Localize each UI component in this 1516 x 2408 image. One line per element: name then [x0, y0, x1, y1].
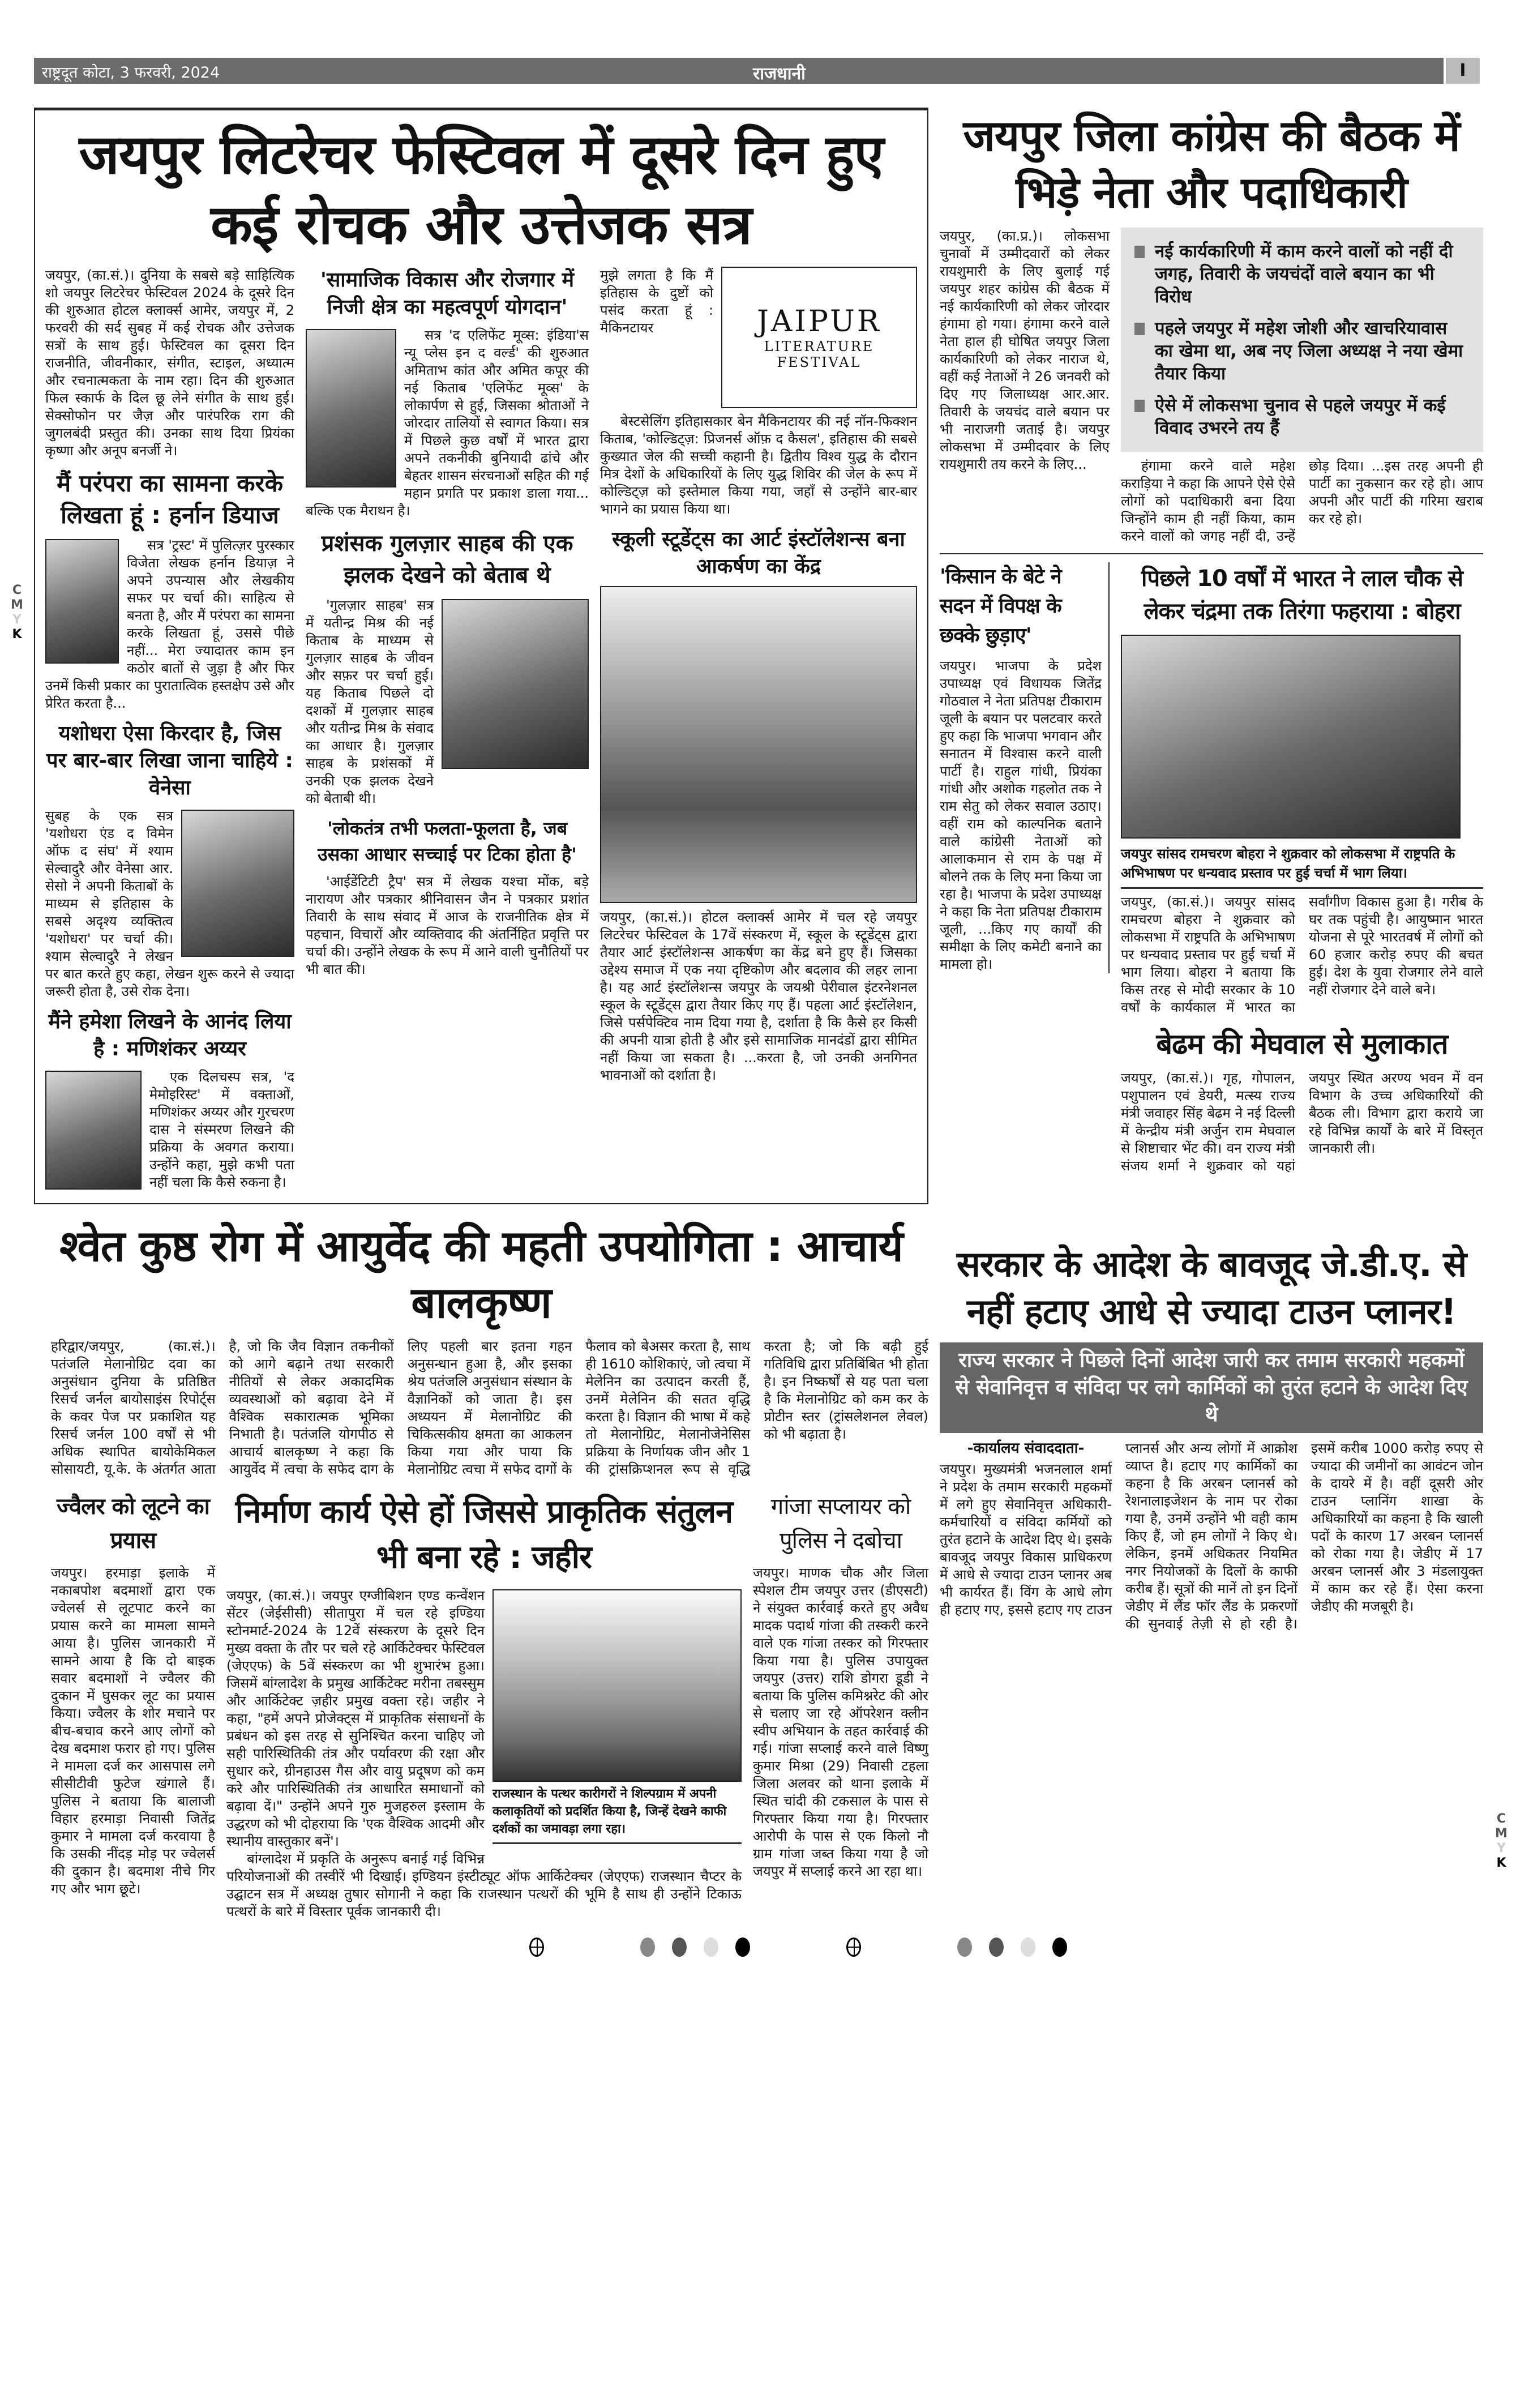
bohra-photo-caption: जयपुर सांसद रामचरण बोहरा ने शुक्रवार को लोकसभा में राष्ट्रपति के अभिभाषण पर धन्यवाद प्रस्ताव पर हुई चर्चा में भाग लिया। [1121, 846, 1455, 881]
square-bullet-icon [1134, 246, 1145, 258]
jlf-subhead-art-installations: स्कूली स्टूडेंट्स का आर्ट इंस्टॉलेशन्स बना आकर्षण का केंद्र [612, 528, 905, 578]
nirman-article [226, 1490, 742, 1921]
jda-body: -कार्यालय संवाददाता- जयपुर। मुख्यमंत्री भजनलाल शर्मा ने प्रदेश के तमाम सरकारी महकमों में लगे हुए सेवानिवृत्त अधिकारी-कर्मचारियों व संविदा कर्मियों को तुरंत हटाने के आदेश दिए थे। इसके बावजूद जयपुर विकास प्राधिकरण में आधे से ज्यादा टाउन प्लानर अब भी कार्यरत हैं। विंग के आधे लोग ही हटाए गए, इससे हटाए गए टाउन प्लानर्स और अन्य लोगों में आक्रोश व्याप्त है। हटाए गए कार्मिकों का कहना है कि अरबन प्लानर्स को रेशनालाइजेशन के नाम पर रोका गया है, उनमें उन्होंने भी वही काम किए हैं, जो हम लोगों ने किए थे। लेकिन, इनमें अधिकतर नियमित नगर नियोजकों के दिलों के काफी करीब हैं। सूत्रों की मानें तो इन दिनों जेडीए में लैंड फॉर लैंड के प्रकरणों की सुनवाई तेज़ी से हो रही है। इसमें करीब 1000 करोड़ रुपए से ज्यादा की जमीनों का आवंटन जोन के दायरे में है। वहीं दूसरी ओर टाउन प्लानिंग शाखा के अधिकारियों का कहना है कि खाली पदों के कारण 17 अरबन प्लानर्स को रोका गया है। जेडीए में 17 अरबन प्लानर्स और 3 मंडलायुक्त में काम कर रहे हैं। ऐसा करना जेडीए की मजबूरी है। [940, 1440, 1483, 1632]
color-dot [704, 1937, 718, 1957]
jlf-column-2 [306, 267, 589, 978]
jlf-column-3 [600, 267, 917, 1084]
jlf-intro: जयपुर, (का.सं.)। दुनिया के सबसे बड़े साहित्यिक शो जयपुर लिटरेचर फेस्टिवल 2024 के दूसरे दिन की शुरुआत होटल क्लार्क्स आमेर, जयपुर में, 2 फरवरी की सर्द सुबह में कई रोचक और उत्तेजक सत्रों के साथ हुई। फेस्टिवल का दूसरा दिन राजनीति, जीवनीकार, संगीत, स्टाइल, अध्यात्म और रचनात्मकता के नाम रहा। दिन की शुरुआत फिल स्कार्फ के दिल छू लेने संगीत के साथ हुई। सेक्सोफोन पर जैज़ और पारंपरिक राग की जुगलबंदी प्रस्तुत की। उनका साथ दिया प्रियंका कृष्णा और अनूप बनर्जी ने। [45, 267, 294, 459]
bottom-stories-row [34, 1490, 928, 1921]
color-dot [640, 1937, 655, 1957]
top-row [34, 108, 1483, 1204]
jlf-vanessa-body: सुबह के एक सत्र 'यशोधरा एंड द विमेन ऑफ द संघ' में श्याम सेल्वादुरै और वेनेसा आर. सेसो ने अपनी किताबों के माध्यम से इतिहास के सबसे अदृश्य व्यक्तित्व 'यशोधरा' पर चर्चा की। श्याम सेल्वादुरै ने लेखन पर बात करते हुए कहा, लेखन शुरू करने से ज्यादा जरूरी होता है, उसे रोक देना। [45, 808, 294, 999]
jlf-subhead-vanessa: यशोधरा ऐसा किरदार है, जिस पर बार-बार लिखा जाना चाहिये : वेनेसा [46, 722, 293, 799]
jeweller-headline: ज्वैलर को लूटने का प्रयास [56, 1494, 210, 1554]
jlf-art-installation-body: जयपुर, (का.सं.)। होटल क्लार्क्स आमेर में चल रहे जयपुर लिटरेचर फेस्टिवल के 17वें संस्करण में, स्कूल के स्टूडेंट्स द्वारा तैयार आर्ट इंस्टॉलेशन्स आकर्षण का केंद्र बने हुए हैं। जिसका उद्देश्य समाज में एक नया दृष्टिकोण और बदलाव की लहर लाना है। यह आर्ट इंस्टॉलेशन्स जयपुर के जयश्री पेरीवाल इंटरनेशनल स्कूल के स्टूडेंट्स द्वारा तैयार किए गए हैं। पहला आर्ट इंस्टॉलेशन, जिसे पर्सपेक्टिव नाम दिया गया है, दर्शाता है कि कैसे हर किसी की अपनी यात्रा होती है और इसे सामाजिक मानदंडों द्वारा सीमित नहीं किया जा सकता है। ...करता है, जो उनकी अनगिनत भावनाओं को दर्शाता है। [600, 909, 917, 1083]
nirman-body-cont: बांग्लादेश में प्रकृति के अनुरूप बनाई गई विभिन्न परियोजनाओं की तस्वीरें भी दिखाई। इण्डियन इंस्टीट्यूट ऑफ आर्किटेक्चर (जेएएफ) राजस्थान चैप्टर के उद्घाटन सत्र में अध्यक्ष तुषार सोगानी ने कहा कि राजस्थान पत्थरों की भूमि है साथ ही उन्होंने टिकाऊ पत्थरों के बारे में विस्तार पूर्वक जानकारी दी। [226, 1851, 742, 1919]
congress-body-b: हंगामा करने वाले महेश कराड़िया ने कहा कि आपने ऐसे ऐसे लोगों को पदाधिकारी बना दिया जिन्होंने काम ही नहीं किया, काम करने वालों को जगह नहीं दी, उन्हें छोड़ दिया। ...इस तरह अपनी ही पार्टी का नुकसान कर रहे हो। आप अपनी और पार्टी की गरिमा खराब कर रहे हो। [1121, 458, 1483, 544]
jlf-macintyre-top [600, 267, 917, 408]
jeweller-article [51, 1490, 215, 1898]
congress-article [940, 228, 1483, 545]
bohra-headline: पिछले 10 वर्षों में भारत ने लाल चौक से लेकर चंद्रमा तक तिरंगा फहराया : बोहरा [1141, 566, 1463, 625]
right-column [940, 108, 1483, 1175]
photo-hernan-diaz [45, 539, 119, 664]
kisan-body: जयपुर। भाजपा के प्रदेश उपाध्यक्ष एवं विधायक जितेंद्र गोठवाल ने नेता प्रतिपक्ष टीकाराम जूली के बयान पर पलटवार करते हुए कहा कि भाजपा भगवान और सनातन में विश्वास करने वाली पार्टी है। राहुल गांधी, प्रियंका गांधी और अशोक गहलोत तक ने राम सेतु को लेकर सवाल उठाए। वहीं राम को काल्पनिक बताने वाले कांग्रेसी नेताओं को आलाकमान से राम के पक्ष में बोलने तक के लिए मना किया जा रहा है। भाजपा के प्रदेश उपाध्यक्ष ने कहा कि नेता प्रतिपक्ष टीकाराम जूली, ...किए गए कार्यों की समीक्षा के लिए कमेटी बनाने का मामला हो। [940, 658, 1102, 972]
jlf-column-1 [45, 267, 294, 1194]
photo-manishankar-aiyar [45, 1071, 142, 1190]
jlf-private-sector-body: सत्र 'द एलिफेंट मूव्स: इंडिया'स न्यू प्लेस इन द वर्ल्ड' की शुरुआत अमिताभ कांत और अमित कपूर की नई किताब 'एलिफेंट मूव्स' के लोकार्पण से हुई, जिसका श्रोताओं ने जोरदार तालियों से स्वागत किया। सत्र में पिछले कुछ वर्षों में भारत द्वारा अपने तकनीकी बुनियादी ढांचे और बेहतर शासन संरचनाओं सहित की गई महान प्रगति पर प्रकाश डाला गया... बल्कि एक मैराथन है। [306, 327, 589, 519]
jda-deck: राज्य सरकार ने पिछले दिनों आदेश जारी कर तमाम सरकारी महकमों से सेवानिवृत्त व संविदा पर लगे कार्मिकों को तुरंत हटाने के आदेश दिए थे [940, 1342, 1483, 1433]
jlf-article-box [34, 108, 928, 1204]
ganja-article [753, 1490, 928, 1880]
bedham-body: जयपुर, (का.सं.)। गृह, गोपालन, पशुपालन एवं डेयरी, मत्स्य राज्य मंत्री जवाहर सिंह बेढम ने नई दिल्ली में केन्द्रीय मंत्री अर्जुन राम मेघवाल से शिष्टाचार भेंट की। वन राज्य मंत्री संजय शर्मा ने शुक्रवार को यहां जयपुर स्थित अरण्य भवन में वन विभाग के उच्च अधिकारियों की बैठक ली। विभाग द्वारा कराये जा रहे विभिन्न कार्यों के बारे में विस्तृत जानकारी ली। [1121, 1070, 1483, 1174]
divider [940, 553, 1483, 554]
section-title: राजधानी [753, 64, 806, 84]
bohra-body: जयपुर, (का.सं.)। जयपुर सांसद रामचरण बोहरा ने शुक्रवार को लोकसभा में राष्ट्रपति के अभिभाषण पर धन्यवाद प्रस्ताव पर हुई चर्चा में भाग लिया। बोहरा ने बताया कि किस तरह से मोदी सरकार के 10 वर्षों के कार्यकाल में भारत का सर्वांगीण विकास हुआ है। गरीब के घर तक पहुंची है। आयुष्मान भारत योजना से पूरे भारतवर्ष में लोगों को 60 हजार करोड़ रुपए की बचत हुई। देश के युवा रोजगार लेने वाले नहीं रोजगार देने वाले बने। [1121, 894, 1483, 1015]
kisan-headline: 'किसान के बेटे ने सदन में विपक्ष के छक्के छुड़ाए' [940, 565, 1061, 647]
jlf-logo: JAIPUR LITERATURE FESTIVAL [721, 267, 917, 408]
nirman-headline: निर्माण कार्य ऐसे हों जिससे प्राकृतिक संतुलन भी बना रहे : जहीर [235, 1494, 733, 1576]
color-dot [989, 1937, 1004, 1957]
color-dot [957, 1937, 972, 1957]
photo-stone-artwork [493, 1589, 742, 1782]
photo-gulzar [442, 599, 589, 769]
right-lower-row [940, 562, 1483, 1175]
bottom-row [34, 1218, 1483, 1921]
jda-headline: सरकार के आदेश के बावजूद जे.डी.ए. से नहीं हटाए आधे से ज्यादा टाउन प्लानर! [956, 1243, 1467, 1332]
print-marks-footer [34, 1921, 1483, 1968]
jlf-subhead-private-sector: 'सामाजिक विकास और रोजगार में निजी क्षेत्र का महत्वपूर्ण योगदान' [320, 268, 575, 319]
jlf-subhead-macintyre: मुझे लगता है कि मैं इतिहास के दुष्टों को पसंद करता हूं : मैकिनटायर [600, 267, 713, 336]
color-dot [1052, 1937, 1067, 1957]
paper-date: राष्ट्रदूत कोटा, 3 फरवरी, 2024 [42, 64, 220, 82]
congress-right [1121, 228, 1483, 545]
cmyk-mark-left: C M Y K [11, 583, 23, 641]
bohra-bedham-column [1121, 562, 1483, 1175]
jlf-headline: जयपुर लिटरेचर फेस्टिवल में दूसरे दिन हुए कई रोचक और उत्तेजक सत्र [79, 123, 884, 256]
photo-vanessa [181, 810, 294, 957]
nirman-body: राजस्थान के पत्थर कारीगरों ने शिल्पग्राम में अपनी कलाकृतियों को प्रदर्शित किया है, जिन्हें देखने काफी दर्शकों का जमावड़ा लगा रहा। जयपुर, (का.सं.)। जयपुर एग्जीबिशन एण्ड कन्वेंशन सेंटर (जेईसीसी) सीतापुरा में चल रहे इण्डिया स्टोनमार्ट-2024 के 12वें संस्करण के दूसरे दिन मुख्य वक्ता के तौर पर चले रहे आर्किटेक्चर फेस्टिवल (जेएएफ) के 5वें संस्करण का भी शुभारंभ हुआ। जिसमें बांग्लादेश के प्रमुख आर्किटेक्ट मरीना तबस्सुम और आर्किटेक्ट ज़हीर प्रमुख वक्ता रहे। जहीर ने कहा, "हमें अपने प्रोजेक्ट्स में प्राकृतिक संसाधनों के प्रबंधन को इस तरह से सुनिश्चित करना चाहिए जो सही पारिस्थितिकी तंत्र और पर्यावरण की रक्षा और सुधार करे, ग्रीनहाउस गैस और वायु प्रदूषण को कम करे और पारिस्थितिकी तंत्र आधारित समाधानों को बढ़ावा दें।" उन्होंने अपने गुरु मुजहरुल इस्लाम के उद्धरण को भी दोहराया कि 'एक वैश्विक आदमी और स्थानीय वास्तुकार बनें'। बांग्लादेश में प्रकृति के अनुरूप बनाई गई विभिन्न परियोजनाओं की तस्वीरें भी दिखाई। इण्डियन इंस्टीट्यूट ऑफ आर्किटेक्चर (जेएएफ) राजस्थान चैप्टर के उद्घाटन सत्र में अध्यक्ष तुषार सोगानी ने कहा कि राजस्थान पत्थरों की भूमि है साथ ही उन्होंने टिकाऊ पत्थरों के बारे में विस्तार पूर्वक जानकारी दी। [226, 1588, 742, 1919]
jlf-macintyre-body: बेस्टसेलिंग इतिहासकार बेन मैकिनटायर की नई नॉन-फिक्शन किताब, 'कोल्डिट्ज़: प्रिजनर्स ऑफ़ द कैसल', इतिहास की सबसे कुख्यात जेल की सच्ची कहानी है। द्वितीय विश्व युद्ध के दौरान मित्र देशों के अधिकारियों के लिए युद्ध शिविर की जेल के रूप में कोल्डिट्ज़ को इस्तेमाल किया गया, जहाँ से उन्होंने बार-बार भागने का प्रयास किया था। [600, 413, 917, 517]
color-dot [735, 1937, 750, 1957]
congress-highlight: ऐसे में लोकसभा चुनाव से पहले जयपुर में कई विवाद उभरने तय हैं [1134, 394, 1470, 439]
jlf-columns [45, 267, 917, 1194]
nirman-figure [493, 1589, 742, 1849]
photo-ramcharan-bohra [1121, 635, 1461, 839]
congress-highlight: पहले जयपुर में महेश जोशी और खाचरियावास का खेमा था, अब नए जिला अध्यक्ष ने नया खेमा तैयार किया [1134, 317, 1470, 385]
kisan-article [940, 562, 1110, 973]
divider [1121, 887, 1483, 889]
jlf-gulzar-body: 'गुलज़ार साहब' सत्र में यतीन्द्र मिश्र की नई किताब के माध्यम से गुलज़ार साहब के जीवन और सफ़र पर चर्चा हुई। यह किताब पिछले दो दशकों में गुलज़ार साहब और यतीन्द्र मिश्र के संवाद का आधार है। गुलज़ार साहब के प्रशंसकों में उनकी एक झलक देखने को बेताबी थी। [306, 597, 589, 807]
divider [493, 1842, 742, 1844]
jda-article [940, 1218, 1483, 1633]
square-bullet-icon [1134, 400, 1145, 412]
congress-highlight: नई कार्यकारिणी में काम करने वालों को नहीं दी जगह, तिवारी के जयचंदों वाले बयान का भी विरोध [1134, 240, 1470, 308]
jlf-subhead-gulzar: प्रशंसक गुलज़ार साहब की एक झलक देखने को बेताब थे [321, 531, 573, 588]
ayurveda-body: हरिद्वार/जयपुर, (का.सं.)। पतंजलि मेलानोग्रिट दवा का अनुसंधान दुनिया के प्रतिष्ठित रिसर्च जर्नल बायोसाइंस रिपोर्ट्स के कवर पेज पर प्रकाशित यह रिसर्च जर्नल 100 वर्षों से भी अधिक स्थापित बायोकेमिकल सोसायटी, यू.के. के अंतर्गत आता है, जो कि जैव विज्ञान तकनीकों को आगे बढ़ाने तथा सरकारी नीतियों से लेकर अकादमिक व्यवस्थाओं को बढ़ावा देने में वैश्विक सकारात्मक भूमिका निभाती है। पतंजलि योगपीठ से आचार्य बालकृष्ण ने कहा कि आयुर्वेद में त्वचा के सफेद दाग के लिए पहली बार इतना गहन अनुसन्धान हुआ है, और इसका श्रेय पतंजलि अनुसंधान संस्थान के वैज्ञानिकों को जाता है। इस अध्ययन में मेलानोग्रिट की चिकित्सकीय क्षमता का आकलन किया गया और पाया कि मेलानोग्रिट त्वचा में सफेद दागों के फैलाव को बेअसर करता है, साथ ही 1610 कोशिकाएं, जो त्वचा में मेलेनिन का उत्पादन करती हैं, उनमें मेलेनिन की सतत वृद्धि करता है। विज्ञान की भाषा में कहे तो मेलानोग्रिट, मेलानोजेनेसिस प्रक्रिया के निर्णायक जीन और 1 की ट्रांसक्रिप्शनल रूप से वृद्धि करता है; जो कि बढ़ी हुई गतिविधि द्वारा प्रतिबिंबित भी होता है। इन निष्कर्षों से यह पता चला है कि मेलानोग्रिट को कम कर के प्रोटीन स्तर (ट्रांसलेशनल लेवल) को भी बढ़ाता है। [51, 1338, 928, 1477]
photo-art-installation [600, 586, 917, 903]
bedham-headline: बेढम की मेघवाल से मुलाकात [1156, 1028, 1448, 1060]
page-number: I [1446, 58, 1480, 84]
jlf-aiyar-body: एक दिलचस्प सत्र, 'द मेमोइरिस्ट' में वक्ताओं, मणिशंकर अय्यर और गुरचरण दास ने संस्मरण लिखने की प्रक्रिया के अवगत कराया। उन्होंने कहा, मुझे कभी पता नहीं चला कि कैसे रुकना है। [45, 1068, 294, 1194]
registration-mark-icon [846, 1937, 861, 1957]
square-bullet-icon [1134, 323, 1145, 335]
jlf-democracy-body: 'आईडेंटिटी ट्रैप' सत्र में लेखक यश्चा मोंक, बड़े नारायण और पत्रकार श्रीनिवासन जैन ने पत्रकार प्रशांत तिवारी के साथ संवाद में आज के राजनीतिक क्षेत्र में पहचान, विचारों और व्यक्तिवाद की अंतर्निहित प्रवृत्ति पर चर्चा की। उन्होंने लेखक के रूप में आने वाली चुनौतियों पर भी बात की। [306, 874, 589, 977]
congress-headline: जयपुर जिला कांग्रेस की बैठक में भिड़े नेता और पदाधिकारी [963, 110, 1460, 217]
jlf-subhead-diaz: मैं परंपरा का सामना करके लिखता हूं : हर्नान डियाज [57, 469, 283, 529]
page-header-bar [34, 58, 1444, 84]
congress-body-a: जयपुर, (का.प्र.)। लोकसभा चुनावों में उम्मीदवारों को लेकर रायशुमारी के लिए बुलाई गई जयपुर शहर कांग्रेस की बैठक में नई कार्यकारिणी को लेकर जोरदार हंगामा हो गया। हंगामा करने वाले नेता हाल ही घोषित जयपुर जिला कार्यकारिणी को लेकर नाराज थे, वहीं कई नेताओं ने 26 जनवरी को दिए गए जिलाध्यक्ष आर.आर. तिवारी के जयचंद वाले बयान पर भी नाराजगी जताई है। जयपुर लोकसभा में उम्मीदवार के लिए रायशुमारी तय करने के लिए... [940, 228, 1110, 472]
jda-byline: -कार्यालय संवाददाता- [967, 1440, 1085, 1457]
jlf-subhead-aiyar: मैंने हमेशा लिखने के आनंद लिया है : मणिशंकर अय्यर [48, 1010, 292, 1060]
bottom-left [34, 1218, 928, 1921]
congress-highlights-box [1121, 228, 1483, 452]
color-dot [672, 1937, 687, 1957]
jlf-subhead-democracy: 'लोकतंत्र तभी फलता-फूलता है, जब उसका आधार सच्चाई पर टिका होता है' [318, 818, 577, 865]
jeweller-body: जयपुर। हरमाड़ा इलाके में नकाबपोश बदमाशों द्वारा एक ज्वेलर्स से लूटपाट करने का प्रयास करने का मामला सामने आया है। पुलिस जानकारी में सामने आया है कि दो बाइक सवार बदमाशों ने ज्वैलर की दुकान में घुसकर लूट का प्रयास किया। ज्वैलर के शोर मचाने पर बीच-बचाव करने आए लोगों को देख बदमाश फरार हो गए। पुलिस ने मामला दर्ज कर आसपास लगे सीसीटीवी फुटेज खंगाले हैं। पुलिस ने बताया कि बालाजी विहार हरमाड़ा निवासी जितेंद्र कुमार ने मामला दर्ज करवाया है कि उसकी नींदड़ मोड़ पर ज्वेलर्स की दुकान है। बदमाश नीचे गिर गए और भाग छूटे। [51, 1565, 215, 1897]
ganja-headline: गांजा सप्लायर को पुलिस ने दबोचा [770, 1494, 911, 1554]
photo-amitabh-kant [306, 329, 396, 487]
nirman-photo-caption: राजस्थान के पत्थर कारीगरों ने शिल्पग्राम में अपनी कलाकृतियों को प्रदर्शित किया है, जिन्हें देखने काफी दर्शकों का जमावड़ा लगा रहा। [493, 1787, 727, 1836]
color-dot [1021, 1937, 1035, 1957]
ganja-body: जयपुर। माणक चौक और जिला स्पेशल टीम जयपुर उत्तर (डीएसटी) ने संयुक्त कार्रवाई करते हुए अवैध मादक पदार्थ गांजा की तस्करी करने वाले एक गांजा तस्कर को गिरफ्तार किया गया है। पुलिस उपायुक्त जयपुर (उत्तर) राशि डोगरा डूडी ने बताया कि पुलिस कमिश्नरेट की ओर से चलाए जा रहे ऑपरेशन क्लीन स्वीप अभियान के तहत कार्रवाई की गई। गांजा सप्लाई करने वाले विष्णु कुमार मिश्रा (29) निवासी टहला जिला अलवर को थाना इलाके में स्थित चांदी की टकसाल के पास से गिरफ्तार किया गया है। गिरफ्तार आरोपी के पास से एक किलो नौ ग्राम गांजा जब्त किया गया है जो जयपुर में सप्लाई करने आ रहा था। [753, 1565, 928, 1879]
jlf-diaz-body: सत्र 'ट्रस्ट' में पुलित्ज़र पुरस्कार विजेता लेखक हर्नान डियाज़ ने अपने उपन्यास और लेखकीय सफर पर चर्चा की। साहित्य से बनता है, और मैं परंपरा का सामना करके लिखता हूं, उससे पीछे नहीं... मेरा ज्यादातर काम इन कठोर बातों से जुड़ा है और फिर उनमें किसी प्रकार का पुरातात्विक हस्तक्षेप उसे और प्रेरित करता है... [45, 537, 294, 711]
cmyk-mark-right: C M Y K [1495, 1812, 1508, 1870]
ayurveda-headline: श्वेत कुष्ठ रोग में आयुर्वेद की महती उपयोगिता : आचार्य बालकृष्ण [59, 1221, 903, 1328]
registration-mark-icon [529, 1937, 544, 1957]
